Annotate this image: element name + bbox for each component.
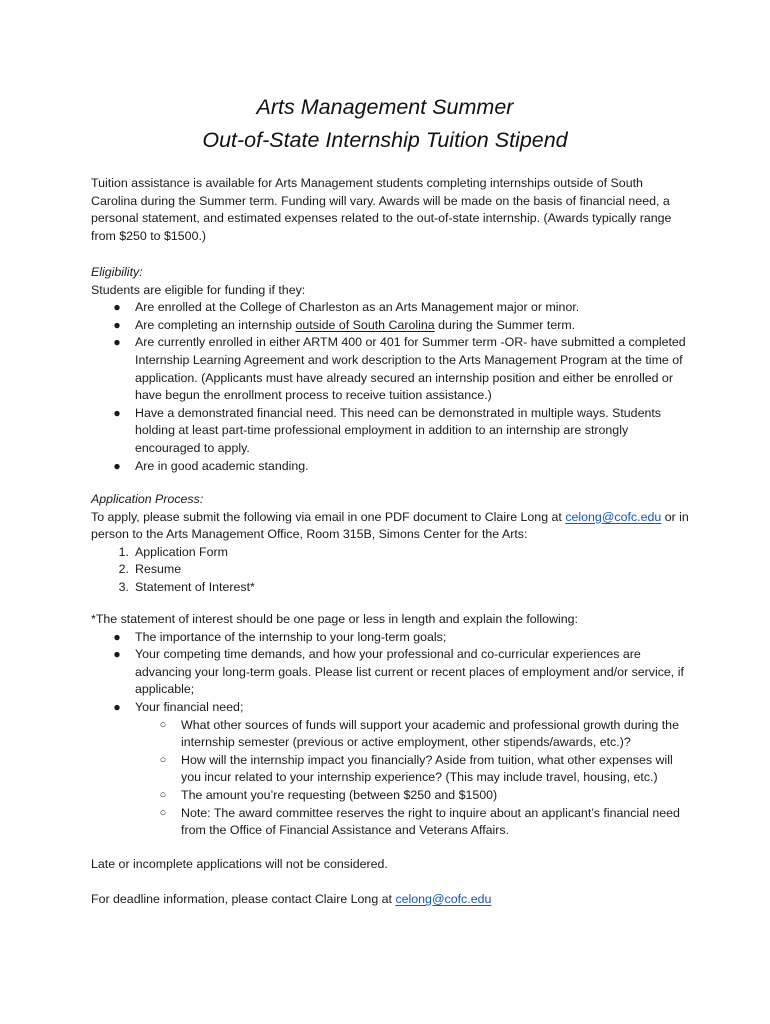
bullet-icon: ● (113, 647, 121, 662)
list-item (91, 579, 691, 597)
sub-list-item-text: What other sources of funds will support your academic and professional growth during the internship semester (previous or active employment, other stipends/awards, etc.)? (181, 717, 679, 750)
bullet-icon: ● (113, 405, 121, 420)
bullet-icon: ● (113, 300, 121, 315)
eligibility-heading: Eligibility: (91, 265, 143, 279)
intro-paragraph: Tuition assistance is available for Arts Management students completing internships outside of South Carolina during the Summer term. Funding will vary. Awards will be made on the basis of financial need, a personal statement, and estimated expenses related to the out-of-state internship. (Awards typically range from $250 to $1500.) (91, 176, 672, 243)
bullet-icon: ● (113, 335, 121, 350)
bullet-icon: ● (113, 458, 121, 473)
list-item (91, 458, 691, 476)
list-item-text: The importance of the internship to your long-term goals; (135, 629, 447, 644)
list-item-text: Your competing time demands, and how your professional and co-curricular experiences are advancing your long-term goals. Please list current or recent places of employment and/or service, if applicable; (135, 647, 684, 697)
list-item (91, 334, 691, 404)
application-list (91, 544, 691, 597)
eligibility-lead: Students are eligible for funding if they: (91, 282, 306, 297)
title-line-1: Arts Management Summer (256, 95, 514, 119)
list-item (91, 405, 691, 458)
statement-list (91, 629, 691, 840)
deadline-text: For deadline information, please contact Claire Long at (91, 892, 396, 906)
list-item (91, 317, 691, 335)
eligibility-section (91, 264, 691, 475)
deadline-email-link[interactable]: celong@cofc.edu (395, 892, 492, 906)
list-item-text: Have a demonstrated financial need. This need can be demonstrated in multiple ways. Students holding at least part-time professional employment in addition to an internship are strongly encouraged to apply. (135, 405, 661, 455)
application-section (91, 491, 691, 597)
circle-bullet-icon: ○ (159, 806, 167, 819)
application-lead-text: To apply, please submit the following via email in one PDF document to Claire Long at (91, 509, 566, 524)
list-item (91, 699, 691, 717)
list-item-text: Are in good academic standing. (135, 458, 309, 473)
list-item-text: Are enrolled at the College of Charleston as an Arts Management major or minor. (135, 300, 580, 315)
underlined-text: outside of South Carolina (295, 317, 435, 332)
sub-list-item (91, 717, 691, 752)
bullet-icon: ● (113, 629, 121, 644)
application-lead (91, 509, 691, 544)
list-item-text-end: during the Summer term. (434, 317, 576, 332)
list-item (91, 646, 691, 699)
statement-section (91, 611, 691, 840)
sub-list-item (91, 752, 691, 787)
list-number: 2. (118, 562, 129, 577)
circle-bullet-icon: ○ (159, 753, 167, 766)
list-item-text: Resume (135, 562, 182, 577)
late-notice: Late or incomplete applications will not be considered. (91, 857, 388, 871)
statement-lead: *The statement of interest should be one page or less in length and explain the following: (91, 612, 578, 626)
list-item-text: Your financial need; (135, 699, 244, 714)
circle-bullet-icon: ○ (159, 718, 167, 731)
title-line-2: Out-of-State Internship Tuition Stipend (202, 128, 568, 152)
bullet-icon: ● (113, 699, 121, 714)
list-item-text: Are currently enrolled in either ARTM 400 or 401 for Summer term -OR- have submitted a completed Internship Learning Agreement and work description to the Arts Management Program at the time of application. (Applicants must have already secured an internship position and either be enrolled or have begun the enrollment process to receive tuition assistance.) (135, 335, 686, 403)
sub-list-item (91, 805, 691, 840)
list-item-text: Statement of Interest* (135, 579, 255, 594)
list-item-text-start: Are completing an internship (135, 317, 296, 332)
sub-list-item-text: How will the internship impact you financially? Aside from tuition, what other expenses will you incur related to your internship experience? (This may include travel, housing, etc.) (181, 752, 673, 785)
sub-list-item-text: Note: The award committee reserves the right to inquire about an applicant’s financial need from the Office of Financial Assistance and Veterans Affairs. (181, 805, 680, 838)
list-item (91, 561, 691, 579)
bullet-icon: ● (113, 317, 121, 332)
list-item (91, 299, 691, 317)
application-lead-text-end: or in person to the Arts Management Office, Room 315B, Simons Center for the Arts: (91, 509, 689, 542)
list-item-text: Application Form (135, 544, 228, 559)
email-link[interactable]: celong@cofc.edu (565, 509, 662, 524)
application-heading: Application Process: (91, 492, 204, 506)
eligibility-list (91, 299, 691, 475)
sub-list-item-text: The amount you’re requesting (between $250 and $1500) (181, 787, 498, 802)
list-item (91, 629, 691, 647)
list-item (91, 544, 691, 562)
list-number: 3. (118, 579, 129, 594)
list-number: 1. (118, 544, 129, 559)
sub-list-item (91, 787, 691, 805)
deadline-line (91, 891, 691, 909)
circle-bullet-icon: ○ (159, 788, 167, 801)
